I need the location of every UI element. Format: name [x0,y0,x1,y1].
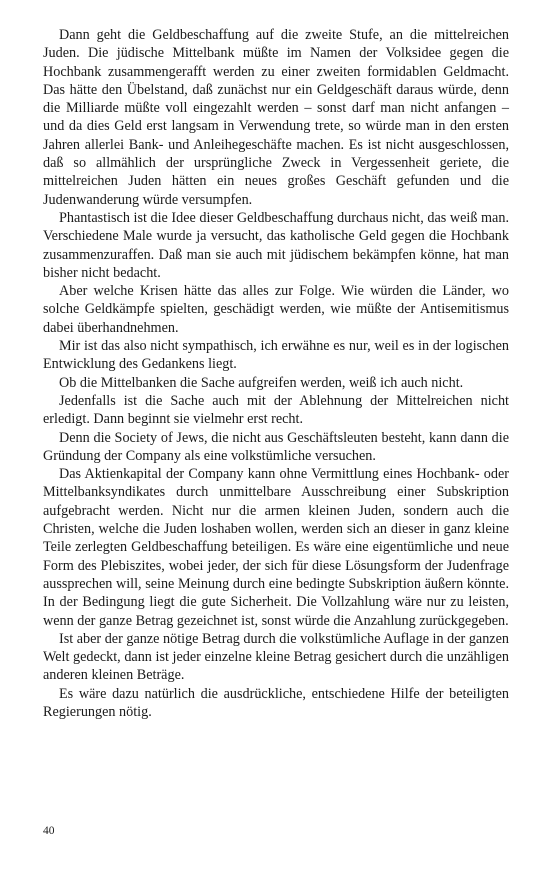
paragraph-5: Ob die Mittelbanken die Sache aufgreifen werden, weiß ich auch nicht. [59,374,464,391]
paragraph-10: Es wäre dazu natürlich die ausdrückliche, entschiedene Hilfe der beteiligten Regierungen nötig. [43,685,509,720]
paragraph-4: Mir ist das also nicht sympathisch, ich erwähne es nur, weil es in der logischen Entwicklung des Gedankens liegt. [43,338,509,373]
paragraph-9: Ist aber der ganze nötige Betrag durch die volkstümliche Auflage in der ganzen Welt gedeckt, dann ist jeder einzelne kleine Betrag gesichert durch die unzähligen anderen kleinen Beträge. [43,630,509,684]
page-number: 40 [43,825,55,837]
paragraph-7: Denn die Society of Jews, die nicht aus Geschäftsleuten besteht, kann dann die Gründung der Company als eine volkstümliche versuchen. [43,429,509,464]
paragraph-1: Dann geht die Geldbeschaffung auf die zweite Stufe, an die mittelreichen Juden. Die jüdische Mittelbank müßte im Namen der Volksidee gegen die Hochbank zusammengerafft werden zu einer zweiten formidablen Geldmacht. Das hätte den Übelstand, daß zunächst nur ein Geldgeschäft daraus würde, denn die Milliarde müßte voll eingezahlt werden – sonst darf man nicht anfangen – und da dies Geld erst langsam in Verwendung trete, so würde man in den ersten Jahren allerlei Bank- und Anleihegeschäfte machen. Es ist nicht ausgeschlossen, daß so allmählich der ursprüngliche Zweck in Vergessenheit geriete, die mittelreichen Juden hätten ein neues großes Geschäft gefunden und die Judenwanderung würde versumpfen. [43,27,509,208]
paragraph-6: Jedenfalls ist die Sache auch mit der Ablehnung der Mittelreichen nicht erledigt. Dann beginnt sie vielmehr erst recht. [43,392,509,428]
paragraph-2: Phantastisch ist die Idee dieser Geldbeschaffung durchaus nicht, das weiß man. Verschiedene Male wurde ja versucht, das katholische Geld gegen die Hochbank zusammenzuraffen. Daß man sie auch mit jüdischem bekämpfen könne, hat man bisher nicht bedacht. [43,209,509,281]
page-body [43,26,509,721]
paragraph-8: Das Aktienkapital der Company kann ohne Vermittlung eines Hochbank- oder Mittelbanksyndikates durch unmittelbare Ausschreibung einer Subskription aufgebracht werden. Nicht nur die armen kleinen Juden, sondern auch die Christen, welche die Juden loshaben wollen, werden sich an dieser in ganz kleine Teile zerlegten Geldbeschaffung beteiligen. Es wäre eine eigentümliche und neue Form des Plebiszites, wobei jeder, der sich für diese Lösungsform der Judenfrage aussprechen will, seine Meinung durch eine bedingte Subskription äußern könnte. In der Bedingung liegt die gute Sicherheit. Die Vollzahlung wäre nur zu leisten, wenn der ganze Betrag gezeichnet ist, sonst würde die Anzahlung zurückgegeben. [43,466,509,629]
paragraph-3: Aber welche Krisen hätte das alles zur Folge. Wie würden die Länder, wo solche Geldkämpfe spielten, geschädigt werden, wie müßte der Antisemitismus dabei überhandnehmen. [43,283,509,336]
